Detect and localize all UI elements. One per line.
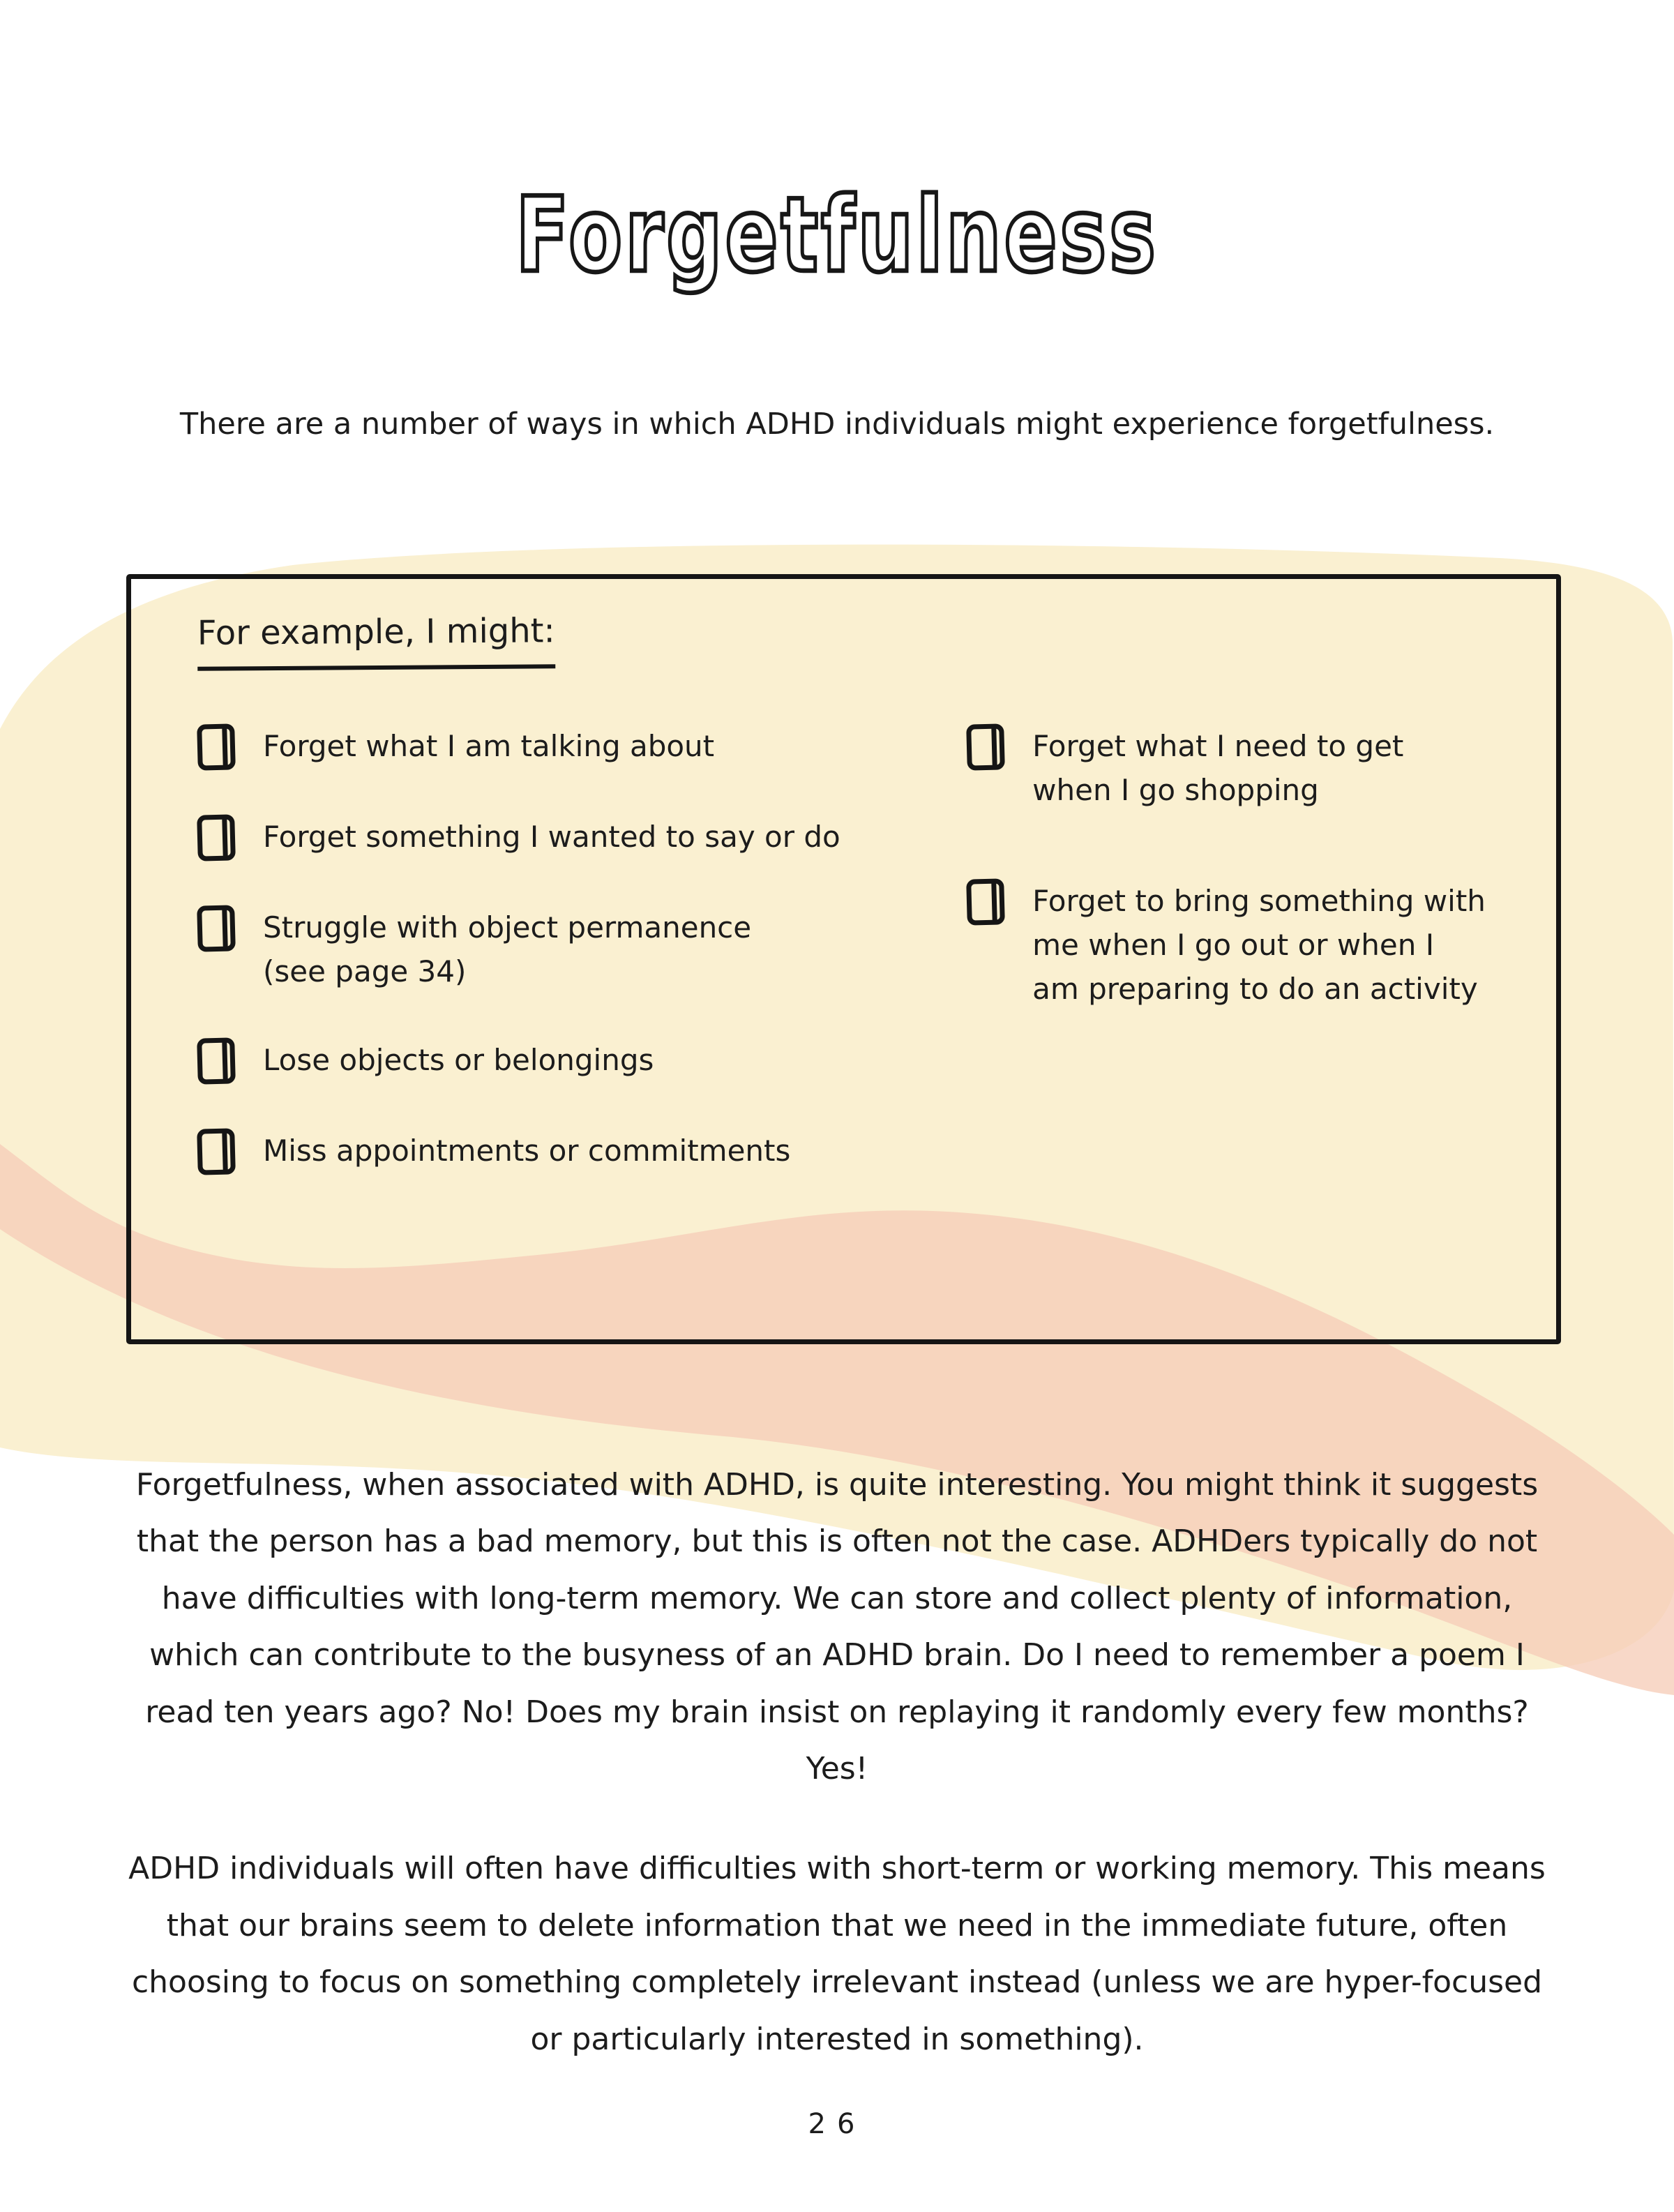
example-checklist-box	[126, 574, 1561, 1344]
checkbox-icon	[197, 814, 236, 861]
checklist-item	[967, 724, 1507, 812]
page-number: 26	[808, 2108, 866, 2140]
body-paragraph-1: Forgetfulness, when associated with ADHD, is quite interesting. You might think it suggests that the person has a bad memory, but this is often not the case. ADHDers typically do not have difficulties with long-term memory. We can store and collect plenty of information, which can contribute to the busyness of an ADHD brain. Do I need to remember a poem I read ten years ago? No! Does my brain insist on replaying it randomly every few months? Yes!	[135, 1467, 1539, 1786]
checklist-item-label: Forget what I need to get when I go shopping	[1032, 729, 1404, 807]
checklist-item	[197, 1038, 918, 1084]
checklist-item-label: Miss appointments or commitments	[263, 1134, 791, 1168]
checklist-item	[197, 1129, 918, 1175]
checklist-item-label: Lose objects or belongings	[263, 1043, 654, 1077]
checklist-item	[197, 815, 918, 861]
checkbox-icon	[966, 723, 1005, 770]
checklist-column-right	[967, 724, 1507, 1175]
checklist-item	[967, 879, 1507, 1011]
checklist-item	[197, 724, 918, 770]
checklist-item-label: Forget what I am talking about	[263, 729, 715, 763]
checkbox-icon	[966, 878, 1005, 925]
page-title: Forgetfulness	[515, 176, 1159, 296]
checklist-heading: For example, I might:	[197, 611, 555, 671]
body-text	[119, 1457, 1555, 2111]
checklist-item-label: Struggle with object permanence (see page 34)	[263, 910, 752, 988]
checkbox-icon	[197, 1037, 236, 1084]
checklist-item-label: Forget to bring something with me when I go out or when I am preparing to do an activity	[1032, 884, 1486, 1006]
checklist-item-label: Forget something I wanted to say or do	[263, 820, 840, 854]
checkbox-icon	[197, 1128, 236, 1175]
intro-text: There are a number of ways in which ADHD individuals might experience forgetfulness.	[179, 407, 1495, 442]
checkbox-icon	[197, 723, 236, 770]
body-paragraph-2: ADHD individuals will often have difficulties with short-term or working memory. This means that our brains seem to delete information that we need in the immediate future, often choosing to focus on something completely irrelevant instead (unless we are hyper-focused or particularly interested in something).	[128, 1851, 1546, 2057]
checkbox-icon	[197, 905, 236, 951]
checklist-item	[197, 905, 918, 993]
checklist-column-left	[197, 724, 918, 1175]
checklist-columns	[197, 724, 1507, 1175]
